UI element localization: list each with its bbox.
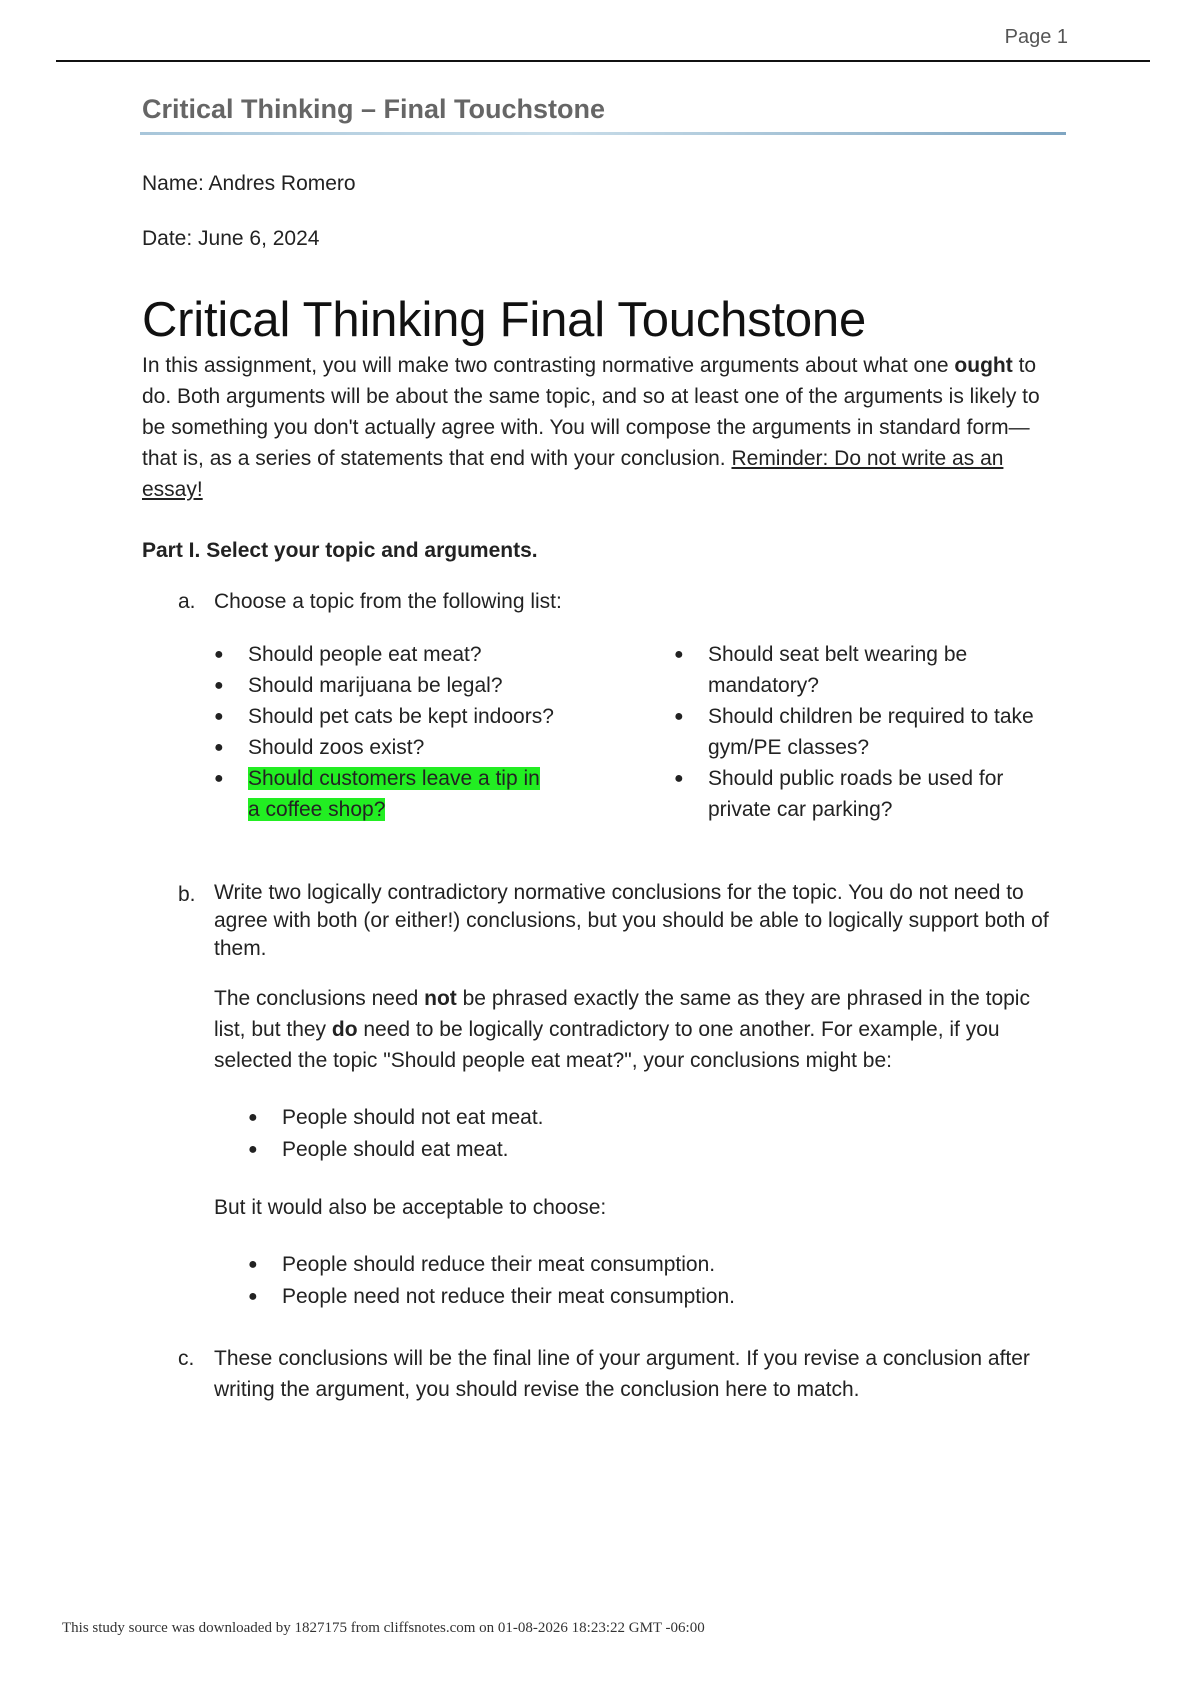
bullet-icon: ● [214, 708, 224, 725]
list-item [248, 1249, 1062, 1281]
topic-text: Should pet cats be kept indoors? [248, 705, 554, 728]
header-rule [56, 60, 1150, 62]
intro-bold-ought: ought [954, 354, 1013, 377]
item-b-paragraph-2 [214, 983, 1062, 1076]
list-item [248, 1134, 1062, 1166]
para2-text-1: The conclusions need [214, 987, 425, 1010]
bullet-icon: ● [248, 1256, 258, 1273]
list-item [214, 639, 674, 670]
list-item [674, 639, 1054, 701]
bullet-icon: ● [214, 646, 224, 663]
main-heading: Critical Thinking Final Touchstone [142, 293, 867, 347]
bullet-icon: ● [248, 1288, 258, 1305]
title-underline [140, 132, 1066, 135]
bullet-icon: ● [248, 1141, 258, 1158]
name-field: Name: Andres Romero [142, 172, 356, 195]
list-item [248, 1102, 1062, 1134]
para2-bold-do: do [331, 1018, 358, 1041]
topic-text: Should zoos exist? [248, 736, 425, 759]
item-a-text: Choose a topic from the following list: [214, 590, 562, 613]
document-body [142, 168, 1062, 1405]
item-a [178, 586, 1062, 617]
example-text: People need not reduce their meat consumption. [282, 1285, 735, 1308]
list-item-selected [214, 763, 674, 825]
list-item [214, 701, 674, 732]
part1-heading: Part I. Select your topic and arguments. [142, 539, 538, 562]
page-number: Page 1 [1004, 26, 1068, 48]
topic-text: Should people eat meat? [248, 643, 482, 666]
intro-paragraph [142, 350, 1062, 505]
list-item [248, 1281, 1062, 1313]
example-text: People should not eat meat. [282, 1106, 544, 1129]
list-item [214, 670, 674, 701]
bullet-icon: ● [214, 677, 224, 694]
item-b [178, 879, 1062, 1313]
item-c-letter: c. [178, 1347, 195, 1370]
intro-text-2: to do. Both arguments will be about the same topic, and so at least one of the arguments is likely to be something you don't actually agree with. You will compose the arguments in standard form—that is, as a series of statements that end with your conclusion. [142, 354, 1040, 470]
item-b-letter: b. [178, 883, 196, 906]
topic-text: Should children be required to take gym/PE classes? [708, 705, 1034, 759]
list-item [674, 701, 1054, 763]
topic-text: Should marijuana be legal? [248, 674, 503, 697]
bullet-icon: ● [674, 770, 684, 787]
intro-text-1: In this assignment, you will make two contrasting normative arguments about what one [142, 354, 955, 377]
para2-bold-not: not [424, 987, 457, 1010]
topic-list-right [674, 639, 1054, 825]
highlighted-topic: Should customers leave a tip in a coffee shop? [248, 767, 540, 821]
topic-text: Should public roads be used for private car parking? [708, 767, 1004, 821]
bullet-icon: ● [674, 708, 684, 725]
example-text: People should eat meat. [282, 1138, 509, 1161]
bullet-icon: ● [214, 770, 224, 787]
bullet-icon: ● [674, 646, 684, 663]
date-field: Date: June 6, 2024 [142, 227, 320, 250]
item-a-letter: a. [178, 590, 196, 613]
acceptable-text: But it would also be acceptable to choose: [214, 1196, 607, 1219]
bullet-icon: ● [248, 1109, 258, 1126]
list-item [214, 732, 674, 763]
item-c-text: These conclusions will be the final line of your argument. If you revise a conclusion after writing the argument, you should revise the conclusion here to match. [214, 1347, 1030, 1401]
document-title: Critical Thinking – Final Touchstone [142, 94, 606, 124]
para2-text-3: need to be logically contradictory to one another. For example, if you selected the topic "Should people eat meat?", your conclusions might be: [214, 1018, 1000, 1072]
topic-list-left [214, 639, 674, 825]
example-text: People should reduce their meat consumption. [282, 1253, 716, 1276]
para2-text-2: be phrased exactly the same as they are phrased in the topic list, but they [214, 987, 1030, 1041]
topic-text: Should seat belt wearing be mandatory? [708, 643, 968, 697]
download-footer: This study source was downloaded by 1827175 from cliffsnotes.com on 01-08-2026 18:23:22 GMT -06:00 [62, 1620, 705, 1636]
topic-list [214, 639, 1062, 825]
bullet-icon: ● [214, 739, 224, 756]
example-list-2 [248, 1249, 1062, 1313]
item-b-text: Write two logically contradictory normative conclusions for the topic. You do not need to agree with both (or either!) conclusions, but you should be able to logically support both of them. [214, 881, 1049, 960]
reminder-text: Reminder: Do not write as an essay! [142, 447, 1004, 501]
list-item [674, 763, 1054, 825]
item-c [178, 1343, 1062, 1405]
example-list-1 [248, 1102, 1062, 1166]
